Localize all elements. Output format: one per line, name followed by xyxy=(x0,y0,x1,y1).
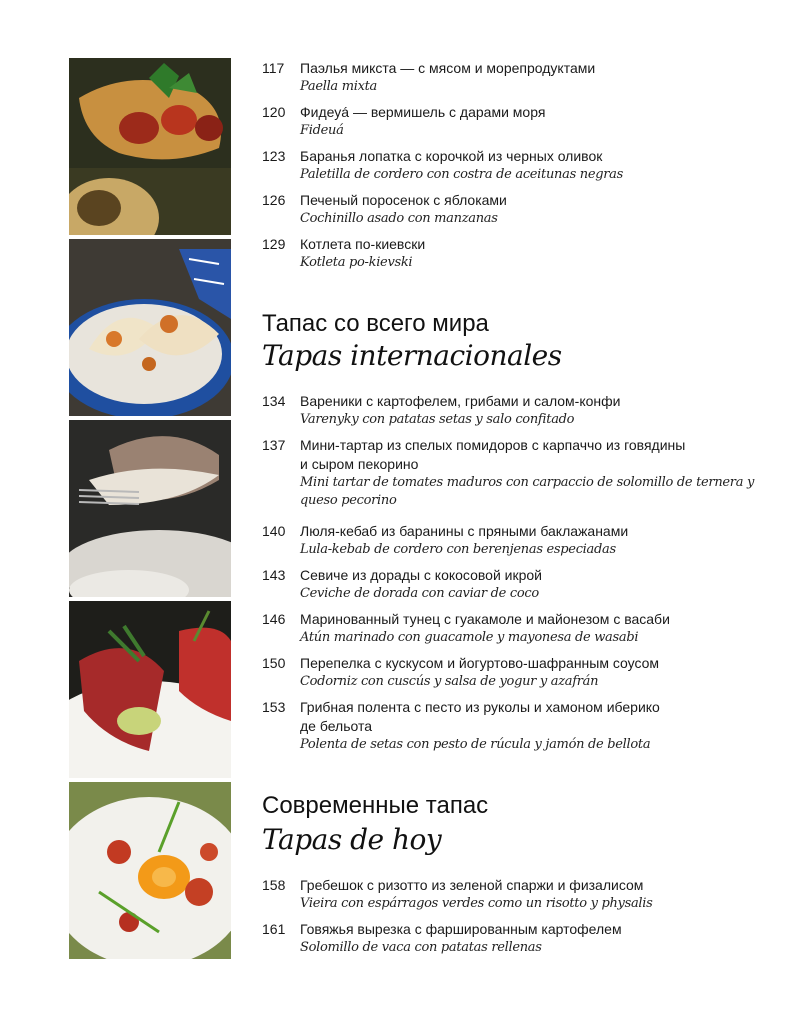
photo-tuna-rolls xyxy=(69,601,231,778)
section-subtitle: Tapas de hoy xyxy=(262,823,442,856)
recipe-title-ru-continued: де бельота xyxy=(300,718,373,734)
recipe-title-ru-continued: и сыром пекорино xyxy=(300,456,419,472)
toc-entry[interactable] xyxy=(262,522,762,559)
toc-entry[interactable] xyxy=(262,566,762,603)
page-number: 134 xyxy=(262,393,286,409)
recipe-title-ru: Люля-кебаб из баранины с пряными баклажанами xyxy=(300,523,629,539)
toc-entry[interactable] xyxy=(262,103,762,140)
section-subtitle: Tapas internacionales xyxy=(262,339,562,372)
recipe-title-es: Paella mixta xyxy=(300,79,377,94)
page-number: 126 xyxy=(262,192,286,208)
toc-entry[interactable] xyxy=(262,436,762,510)
recipe-title-es: Cochinillo asado con manzanas xyxy=(300,211,498,226)
toc-entry[interactable] xyxy=(262,147,762,184)
toc-entry[interactable] xyxy=(262,876,762,913)
recipe-title-es: Codorniz con cuscús y salsa de yogur y azafrán xyxy=(300,674,599,689)
recipe-title-ru: Перепелка с кускусом и йогуртово-шафранным соусом xyxy=(300,655,660,671)
recipe-title-ru: Говяжья вырезка с фаршированным картофелем xyxy=(300,921,622,937)
page-number: 153 xyxy=(262,699,286,715)
recipe-title-ru: Маринованный тунец с гуакамоле и майонезом с васаби xyxy=(300,611,670,627)
recipe-title-ru: Севиче из дорады с кокосовой икрой xyxy=(300,567,542,583)
recipe-title-es: Kotleta po-kievski xyxy=(300,255,413,270)
toc-entry[interactable] xyxy=(262,235,762,272)
toc-entry[interactable] xyxy=(262,191,762,228)
page-number: 137 xyxy=(262,437,286,453)
toc-entry[interactable] xyxy=(262,610,762,647)
photo-egg-plate xyxy=(69,782,231,959)
recipe-title-es-continued: queso pecorino xyxy=(300,493,397,508)
recipe-title-ru: Грибная полента с песто из руколы и хамоном иберико xyxy=(300,699,660,715)
page-number: 161 xyxy=(262,921,286,937)
toc-entry[interactable] xyxy=(262,698,762,754)
recipe-title-es: Varenyky con patatas setas y salo confitado xyxy=(300,412,575,427)
photo-dumplings-bowl xyxy=(69,239,231,416)
page-number: 140 xyxy=(262,523,286,539)
page-number: 117 xyxy=(262,60,285,76)
recipe-title-es: Mini tartar de tomates maduros con carpaccio de solomillo de ternera y xyxy=(300,475,755,490)
page-number: 146 xyxy=(262,611,286,627)
page-number: 158 xyxy=(262,877,286,893)
recipe-title-ru: Гребешок с ризотто из зеленой спаржи и физалисом xyxy=(300,877,644,893)
photo-column xyxy=(69,58,231,963)
recipe-title-es: Paletilla de cordero con costra de aceitunas negras xyxy=(300,167,623,182)
recipe-title-ru: Фидеуá — вермишель с дарами моря xyxy=(300,104,546,120)
section-title: Тапас со всего мира xyxy=(262,310,489,337)
recipe-title-ru: Печеный поросенок с яблоками xyxy=(300,192,507,208)
recipe-title-ru: Баранья лопатка с корочкой из черных оливок xyxy=(300,148,603,164)
recipe-title-es: Lula-kebab de cordero con berenjenas especiadas xyxy=(300,542,616,557)
recipe-title-es: Atún marinado con guacamole y mayonesa de wasabi xyxy=(300,630,639,645)
recipe-title-es: Vieira con espárragos verdes como un risotto y physalis xyxy=(300,896,653,911)
page-number: 120 xyxy=(262,104,286,120)
recipe-title-es: Ceviche de dorada con caviar de coco xyxy=(300,586,539,601)
toc-entry[interactable] xyxy=(262,654,762,691)
section-title: Современные тапас xyxy=(262,792,489,819)
toc-entry[interactable] xyxy=(262,920,762,957)
recipe-title-ru: Котлета по-киевски xyxy=(300,236,426,252)
page-number: 129 xyxy=(262,236,286,252)
photo-dough-flour xyxy=(69,420,231,597)
recipe-title-ru: Вареники с картофелем, грибами и салом-конфи xyxy=(300,393,621,409)
toc-entry[interactable] xyxy=(262,59,762,96)
page-number: 123 xyxy=(262,148,286,164)
recipe-title-es: Polenta de setas con pesto de rúcula y jamón de bellota xyxy=(300,737,651,752)
recipe-title-es: Solomillo de vaca con patatas rellenas xyxy=(300,940,542,955)
page-number: 143 xyxy=(262,567,286,583)
toc-entry[interactable] xyxy=(262,392,762,429)
recipe-title-ru: Мини-тартар из спелых помидоров с карпаччо из говядины xyxy=(300,437,686,453)
photo-sausage-spoon xyxy=(69,58,231,235)
recipe-title-ru: Паэлья микста — с мясом и морепродуктами xyxy=(300,60,596,76)
page-number: 150 xyxy=(262,655,286,671)
recipe-title-es: Fideuá xyxy=(300,123,344,138)
